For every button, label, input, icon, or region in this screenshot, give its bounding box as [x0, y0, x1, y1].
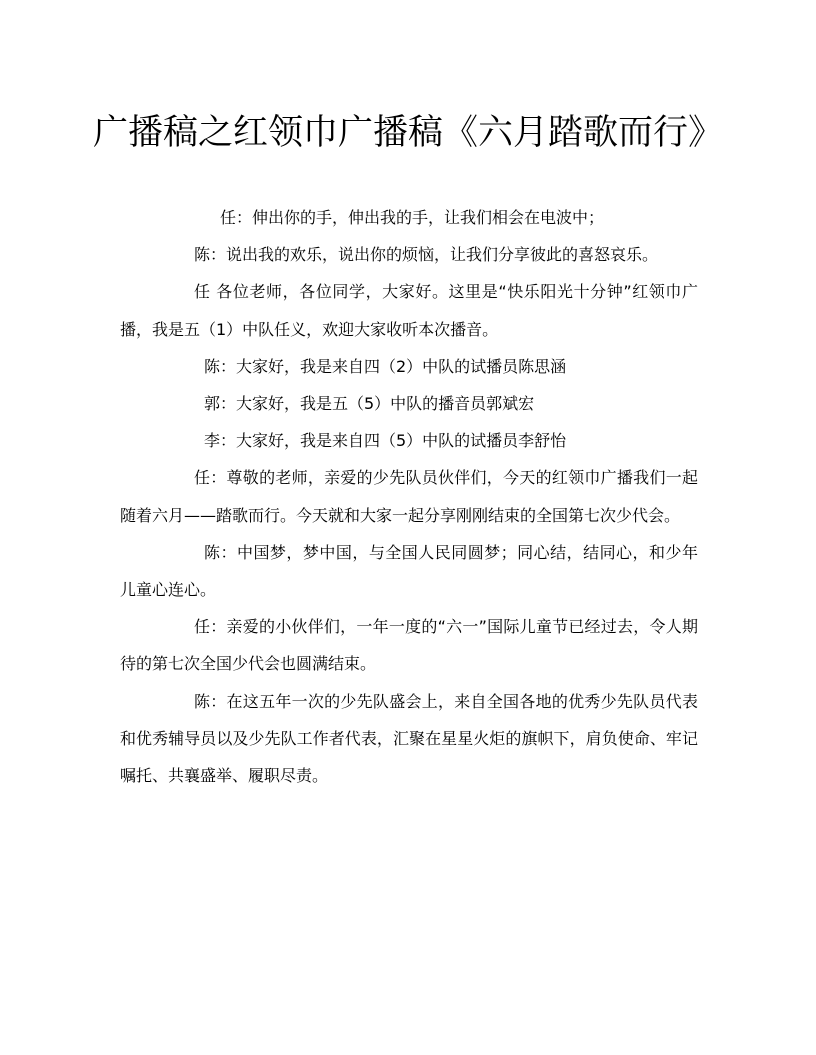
- paragraph: 陈：说出我的欢乐，说出你的烦恼，让我们分享彼此的喜怒哀乐。: [194, 245, 659, 265]
- paragraph: 李：大家好，我是来自四（5）中队的试播员李舒怡: [204, 431, 567, 451]
- document-title: 广播稿之红领巾广播稿《六月踏歌而行》: [92, 113, 723, 153]
- paragraph: 任：伸出你的手，伸出我的手，让我们相会在电波中；: [220, 208, 605, 227]
- paragraph: 陈：大家好，我是来自四（2）中队的试播员陈思涵: [204, 356, 567, 376]
- paragraph: 陈：中国梦，梦中国，与全国人民同圆梦；同心结，结同心，和少年儿童心连心。: [120, 542, 698, 600]
- paragraph: 郭：大家好，我是五（5）中队的播音员郭斌宏: [204, 394, 535, 414]
- document-body: [120, 199, 698, 794]
- paragraph: 任：尊敬的老师，亲爱的少先队员伙伴们，今天的红领巾广播我们一起随着六月——踏歌而行。今天就和大家一起分享刚刚结束的全国第七次少代会。: [120, 468, 698, 525]
- paragraph: 任：亲爱的小伙伴们，一年一度的“六一”国际儿童节已经过去，令人期待的第七次全国少代会也圆满结束。: [120, 617, 698, 674]
- paragraph: 陈：在这五年一次的少先队盛会上，来自全国各地的优秀少先队员代表和优秀辅导员以及少先队工作者代表，汇聚在星星火炬的旗帜下，肩负使命、牢记嘱托、共襄盛举、履职尽责。: [120, 691, 698, 786]
- paragraph: 任 各位老师，各位同学，大家好。这里是“快乐阳光十分钟”红领巾广播，我是五（1）中队任义，欢迎大家收听本次播音。: [120, 282, 698, 339]
